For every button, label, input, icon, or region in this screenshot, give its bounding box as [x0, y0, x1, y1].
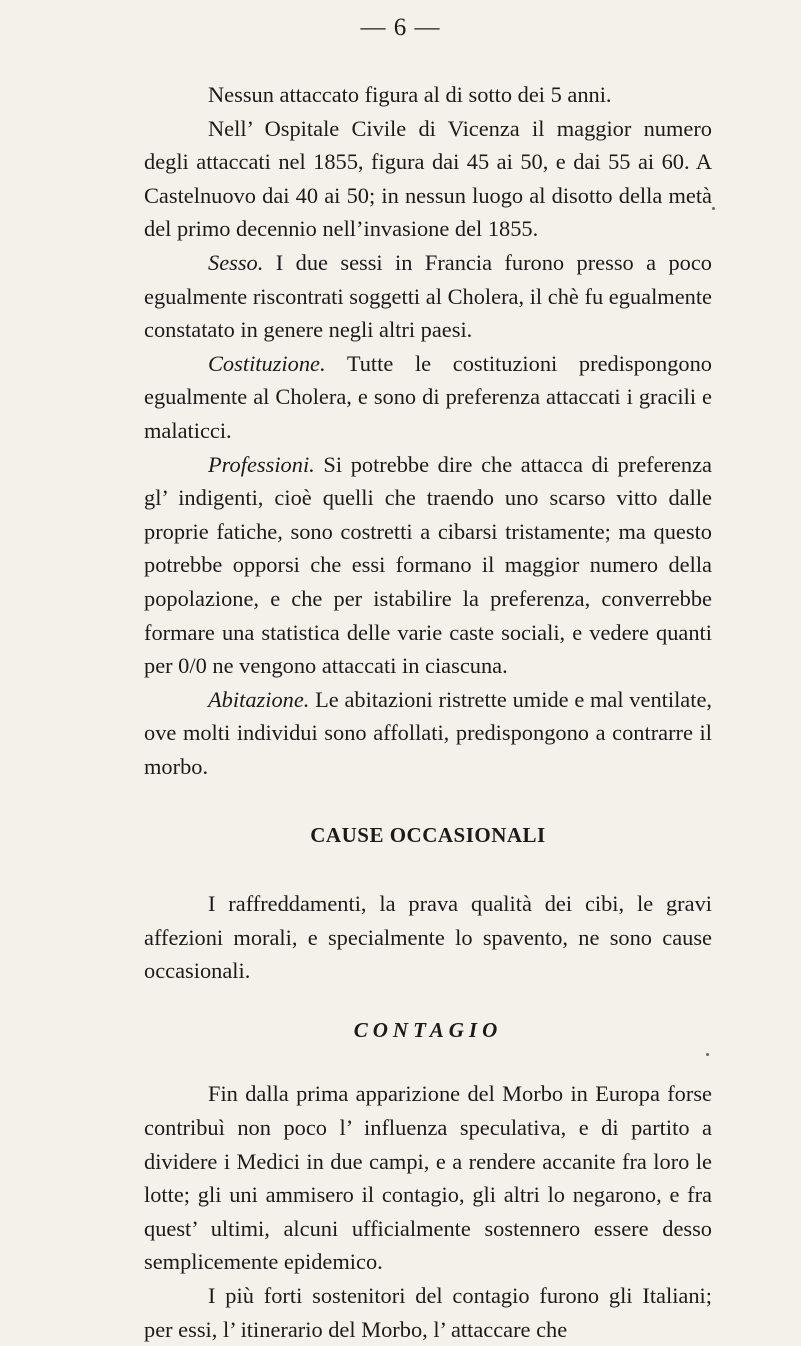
heading-contagio: CONTAGIO [353, 1017, 503, 1042]
page-number: — 6 — [360, 14, 441, 41]
paragraph-lead: Professioni. [208, 451, 315, 477]
paragraph [144, 887, 712, 988]
paragraph-text: Tutte le costituzioni predispongono egualmente al Cholera, e sono di preferenza attaccati i gracili e malaticci. [144, 350, 712, 443]
section-contagion [144, 1077, 712, 1346]
paragraph-text: I raffreddamenti, la prava qualità dei cibi, le gravi affezioni morali, e specialmente lo spavento, ne sono cause occasionali. [144, 891, 712, 984]
paragraph-text: Nessun attaccato figura al di sotto dei 5 anni. [208, 82, 612, 107]
paragraph-lead: Abitazione. [208, 686, 310, 712]
paragraph [144, 246, 712, 347]
paragraph-text: Nell’ Ospitale Civile di Vicenza il maggior numero degli attaccati nel 1855, figura dai 45 ai 50, e dai 55 ai 60. A Castelnuovo dai 40 ai 50; in nessun luogo al disotto della metà del primo decennio nell’invasione del 1855. [144, 115, 712, 242]
paragraph-text: Fin dalla prima apparizione del Morbo in Europa forse contribuì non poco l’ influenza speculativa, e di partito a dividere i Medici in due campi, e a rendere accanite fra loro le lotte; gli uni ammisero il contagio, gli altri lo negarono, e fra quest’ ultimi, alcuni ufficialmente sostennero essere desso semplicemente epidemico. [144, 1081, 712, 1275]
paragraph [144, 112, 712, 246]
paragraph [144, 448, 712, 683]
paragraph-text: Le abitazioni ristrette umide e mal ventilate, ove molti individui sono affollati, predispongono a contrarre il morbo. [144, 686, 712, 779]
section-occasional-causes [144, 887, 712, 988]
paragraph [144, 1077, 712, 1279]
paper-speck [712, 207, 715, 210]
paragraph-lead: Costituzione. [208, 350, 326, 376]
section-predisposing-causes [144, 78, 712, 783]
paragraph [144, 347, 712, 448]
paragraph-lead: Sesso. [208, 249, 264, 275]
paragraph-text: I più forti sostenitori del contagio furono gli Italiani; per essi, l’ itinerario del Morbo, l’ attaccare che [144, 1283, 712, 1342]
paragraph-text: Si potrebbe dire che attacca di preferenza gl’ indigenti, cioè quelli che traendo uno scarso vitto dalle proprie fatiche, sono costretti a cibarsi tristamente; ma questo potrebbe opporsi che essi formano il maggior numero della popolazione, e che per istabilire la preferenza, converrebbe formare una statistica delle varie caste sociali, e vedere quanti per 0/0 ne vengono attaccati in ciascuna. [144, 451, 712, 679]
paragraph [144, 78, 712, 112]
paragraph [144, 683, 712, 784]
page-body [144, 78, 712, 1346]
heading-cause-occasionali: CAUSE OCCASIONALI [310, 823, 546, 848]
paragraph-text: I due sessi in Francia furono presso a poco egualmente riscontrati soggetti al Cholera, il chè fu egualmente constatato in genere negli altri paesi. [144, 249, 712, 343]
paper-speck [706, 1053, 709, 1056]
